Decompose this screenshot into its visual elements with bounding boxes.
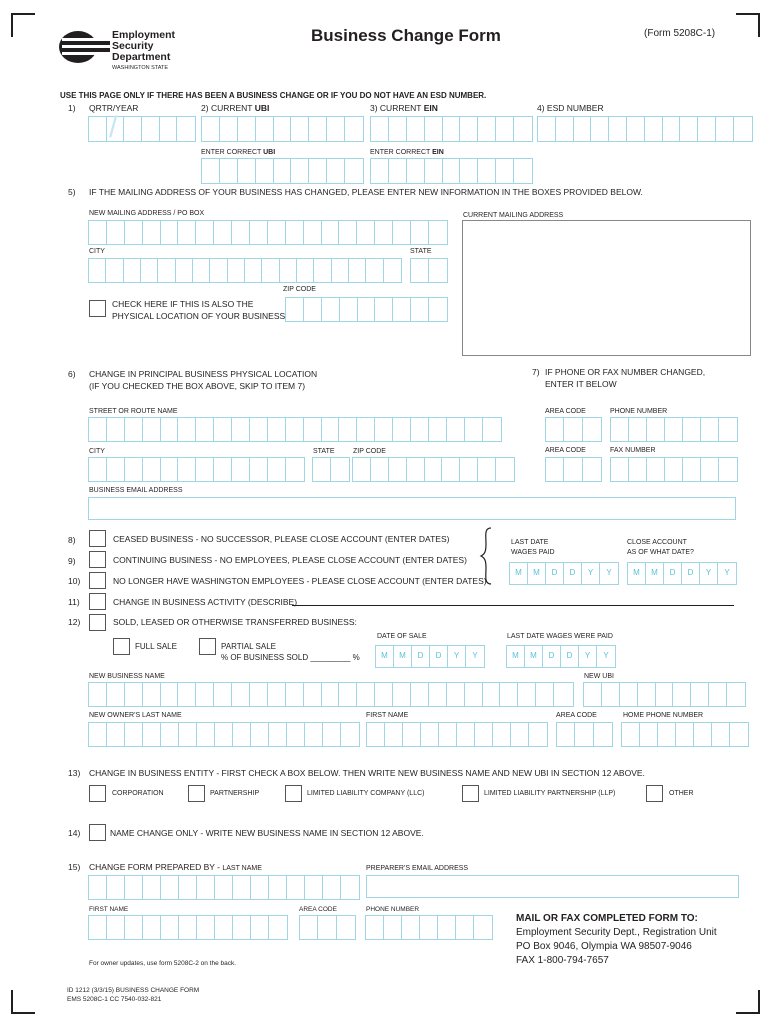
item5-number: 5) [68, 187, 76, 197]
preparer-area-code-label: AREA CODE [299, 906, 337, 913]
partnership-checkbox[interactable] [188, 785, 205, 802]
corner-mark-top-right [736, 13, 760, 37]
same-physical-label-1: CHECK HERE IF THIS IS ALSO THE [112, 299, 254, 309]
last-wages-paid-label: LAST DATE WAGES WERE PAID [507, 633, 613, 640]
business-email-input[interactable] [88, 497, 736, 520]
physical-zip-input[interactable] [352, 457, 515, 482]
fax-area-code-label: AREA CODE [545, 447, 586, 454]
preparer-email-label: PREPARER'S EMAIL ADDRESS [366, 865, 469, 872]
no-wa-employees-checkbox[interactable] [89, 572, 106, 589]
month-placeholder: M [510, 563, 528, 584]
item6-line1: CHANGE IN PRINCIPAL BUSINESS PHYSICAL LOCATION [89, 369, 318, 379]
llp-label: LIMITED LIABILITY PARTNERSHIP (LLP) [484, 790, 616, 797]
full-sale-checkbox[interactable] [113, 638, 130, 655]
item14-text: NAME CHANGE ONLY - WRITE NEW BUSINESS NAME IN SECTION 12 ABOVE. [110, 828, 424, 838]
name-change-checkbox[interactable] [89, 824, 106, 841]
corner-mark-bottom-right [736, 990, 760, 1014]
instruction-text: USE THIS PAGE ONLY IF THERE HAS BEEN A BUSINESS CHANGE OR IF YOU DO NOT HAVE AN ESD NUMBER. [60, 91, 487, 100]
other-entity-checkbox[interactable] [646, 785, 663, 802]
same-physical-checkbox[interactable] [89, 300, 106, 317]
item8-number: 8) [68, 535, 76, 545]
activity-description-line[interactable] [292, 605, 734, 606]
date-of-sale-input[interactable] [375, 645, 485, 668]
new-owner-first-name-label: FIRST NAME [366, 712, 409, 719]
owner-home-phone-input[interactable] [621, 722, 749, 747]
month-placeholder: M [525, 646, 543, 667]
item11-text: CHANGE IN BUSINESS ACTIVITY (DESCRIBE) [113, 597, 298, 607]
day-placeholder: D [543, 646, 561, 667]
month-placeholder: M [507, 646, 525, 667]
footer-ems-line: EMS 5208C-1 CC 7540-032-821 [67, 996, 162, 1003]
year-placeholder: Y [603, 651, 609, 660]
item9-number: 9) [68, 556, 76, 566]
preparer-first-name-label: FIRST NAME [89, 906, 129, 913]
year-placeholder: Y [606, 568, 612, 577]
day-placeholder: D [564, 563, 582, 584]
item1-number: 1) [68, 103, 76, 113]
corner-mark-top-left [11, 13, 35, 37]
day-placeholder: D [430, 646, 448, 667]
partial-sale-label: PARTIAL SALE [221, 642, 276, 651]
new-business-name-label: NEW BUSINESS NAME [89, 673, 165, 680]
item12-number: 12) [68, 617, 81, 627]
item2-label: 2) CURRENT UBI [201, 103, 270, 113]
mailing-city-label: CITY [89, 248, 105, 255]
item7-number: 7) [532, 367, 540, 377]
day-placeholder: D [412, 646, 430, 667]
new-mailing-address-input[interactable] [88, 220, 448, 245]
other-entity-label: OTHER [669, 790, 694, 797]
year-placeholder: Y [582, 563, 600, 584]
agency-name-line1: Employment [112, 29, 176, 41]
fax-area-code-input[interactable] [545, 457, 602, 482]
item15-text: CHANGE FORM PREPARED BY - LAST NAME [89, 862, 262, 872]
mailing-state-label: STATE [410, 248, 432, 255]
item11-number: 11) [68, 597, 80, 607]
llc-checkbox[interactable] [285, 785, 302, 802]
year-placeholder: Y [579, 646, 597, 667]
new-ubi-input[interactable] [583, 682, 746, 707]
correct-ubi-label: ENTER CORRECT UBI [201, 149, 276, 156]
year-placeholder: Y [724, 568, 730, 577]
phone-area-code-input[interactable] [545, 417, 602, 442]
year-placeholder: Y [700, 563, 718, 584]
mail-heading: MAIL OR FAX COMPLETED FORM TO: [516, 913, 698, 924]
correct-ein-input[interactable] [370, 158, 533, 184]
corporation-label: CORPORATION [112, 790, 164, 797]
correct-ubi-input[interactable] [201, 158, 364, 184]
esd-number-input[interactable] [537, 116, 753, 142]
physical-city-input[interactable] [88, 457, 305, 482]
owner-area-code-label: AREA CODE [556, 712, 597, 719]
qtr-year-slash: / [109, 111, 118, 144]
preparer-area-code-input[interactable] [299, 915, 356, 940]
new-mailing-label: NEW MAILING ADDRESS / PO BOX [89, 210, 205, 217]
item12-text: SOLD, LEASED OR OTHERWISE TRANSFERRED BUSINESS: [113, 617, 357, 627]
corporation-checkbox[interactable] [89, 785, 106, 802]
street-input[interactable] [88, 417, 502, 442]
mailing-zip-label: ZIP CODE [283, 286, 316, 293]
item13-text: CHANGE IN BUSINESS ENTITY - FIRST CHECK A BOX BELOW. THEN WRITE NEW BUSINESS NAME AND NEW UBI IN SECTION 12 ABOVE. [89, 768, 645, 778]
change-activity-checkbox[interactable] [89, 593, 106, 610]
physical-state-input[interactable] [312, 457, 350, 482]
item6-line2: (IF YOU CHECKED THE BOX ABOVE, SKIP TO ITEM 7) [89, 381, 306, 391]
partial-sale-checkbox[interactable] [199, 638, 216, 655]
same-physical-label-2: PHYSICAL LOCATION OF YOUR BUSINESS [112, 311, 286, 321]
sold-leased-checkbox[interactable] [89, 614, 106, 631]
new-business-name-input[interactable] [88, 682, 574, 707]
agency-name-line3: Department [112, 51, 171, 63]
mailing-city-input[interactable] [88, 258, 402, 283]
full-sale-label: FULL SALE [135, 642, 177, 651]
item10-text: NO LONGER HAVE WASHINGTON EMPLOYEES - PLEASE CLOSE ACCOUNT (ENTER DATES) [113, 576, 487, 586]
new-owner-last-name-label: NEW OWNER'S LAST NAME [89, 712, 182, 719]
preparer-phone-input[interactable] [365, 915, 493, 940]
fax-number-label: FAX NUMBER [610, 447, 656, 454]
current-ubi-input[interactable] [201, 116, 364, 142]
preparer-first-name-input[interactable] [88, 915, 288, 940]
phone-number-input[interactable] [610, 417, 738, 442]
mail-address-line2: PO Box 9046, Olympia WA 98507-9046 [516, 941, 692, 952]
owner-area-code-input[interactable] [556, 722, 613, 747]
item8-text: CEASED BUSINESS - NO SUCCESSOR, PLEASE CLOSE ACCOUNT (ENTER DATES) [113, 534, 450, 544]
close-account-label-1: CLOSE ACCOUNT [627, 539, 687, 546]
item6-number: 6) [68, 369, 76, 379]
owner-home-phone-label: HOME PHONE NUMBER [623, 712, 704, 719]
month-placeholder: M [376, 646, 394, 667]
item3-label: 3) CURRENT EIN [370, 103, 438, 113]
month-placeholder: M [628, 563, 646, 584]
new-owner-last-name-input[interactable] [88, 722, 360, 747]
current-mailing-address-box [462, 220, 751, 356]
physical-zip-label: ZIP CODE [353, 448, 386, 455]
current-ein-input[interactable] [370, 116, 533, 142]
month-placeholder: M [394, 646, 412, 667]
item15-number: 15) [68, 862, 81, 872]
item7-line2: ENTER IT BELOW [545, 379, 617, 389]
day-placeholder: D [546, 563, 564, 584]
last-date-wages-label-1: LAST DATE [511, 539, 549, 546]
last-wages-date-input[interactable] [509, 562, 619, 585]
physical-city-label: CITY [89, 448, 105, 455]
business-email-label: BUSINESS EMAIL ADDRESS [89, 487, 183, 494]
date-of-sale-label: DATE OF SALE [377, 633, 427, 640]
phone-area-code-label: AREA CODE [545, 408, 586, 415]
mail-address-line1: Employment Security Dept., Registration Unit [516, 927, 717, 938]
preparer-last-name-input[interactable] [88, 875, 360, 900]
current-mailing-label: CURRENT MAILING ADDRESS [463, 212, 564, 219]
continuing-business-checkbox[interactable] [89, 551, 106, 568]
partnership-label: PARTNERSHIP [210, 790, 260, 797]
fax-number-input[interactable] [610, 457, 738, 482]
item9-text: CONTINUING BUSINESS - NO EMPLOYEES, PLEASE CLOSE ACCOUNT (ENTER DATES) [113, 555, 467, 565]
year-placeholder: Y [472, 651, 478, 660]
close-account-date-input[interactable] [627, 562, 737, 585]
new-owner-first-name-input[interactable] [366, 722, 548, 747]
item14-number: 14) [68, 828, 81, 838]
item1-label: QRTR/YEAR [89, 103, 139, 113]
ceased-business-checkbox[interactable] [89, 530, 106, 547]
qtr-year-input[interactable] [88, 116, 196, 142]
new-ubi-label: NEW UBI [584, 673, 614, 680]
item10-number: 10) [68, 576, 81, 586]
street-label: STREET OR ROUTE NAME [89, 408, 178, 415]
close-account-label-2: AS OF WHAT DATE? [627, 549, 694, 556]
physical-state-label: STATE [313, 448, 335, 455]
page-title: Business Change Form [311, 26, 501, 45]
llc-label: LIMITED LIABILITY COMPANY (LLC) [307, 790, 425, 797]
agency-state: WASHINGTON STATE [112, 65, 169, 71]
year-placeholder: Y [448, 646, 466, 667]
last-date-wages-label-2: WAGES PAID [511, 549, 555, 556]
correct-ein-label: ENTER CORRECT EIN [370, 149, 444, 156]
month-placeholder: M [646, 563, 664, 584]
preparer-phone-label: PHONE NUMBER [366, 906, 420, 913]
day-placeholder: D [664, 563, 682, 584]
item7-line1: IF PHONE OR FAX NUMBER CHANGED, [545, 367, 706, 377]
mailing-zip-input[interactable] [285, 297, 448, 322]
item5-text: IF THE MAILING ADDRESS OF YOUR BUSINESS HAS CHANGED, PLEASE ENTER NEW INFORMATION IN THE BOXES PROVIDED BELOW. [89, 187, 643, 197]
phone-number-label: PHONE NUMBER [610, 408, 668, 415]
llp-checkbox[interactable] [462, 785, 479, 802]
mail-fax-line: FAX 1-800-794-7657 [516, 955, 609, 966]
day-placeholder: D [561, 646, 579, 667]
corner-mark-bottom-left [11, 990, 35, 1014]
brace-icon [479, 526, 495, 586]
month-placeholder: M [528, 563, 546, 584]
esd-logo-icon [58, 30, 110, 64]
preparer-email-input[interactable] [366, 875, 739, 898]
owner-updates-note: For owner updates, use form 5208C-2 on the back. [89, 960, 237, 967]
mailing-state-input[interactable] [410, 258, 448, 283]
form-number: (Form 5208C-1) [644, 28, 716, 39]
item13-number: 13) [68, 768, 81, 778]
last-wages-paid-input[interactable] [506, 645, 616, 668]
agency-name-line2: Security [112, 40, 154, 52]
percent-sold-label: % OF BUSINESS SOLD _________ % [221, 653, 360, 662]
day-placeholder: D [682, 563, 700, 584]
footer-id-line: ID 1212 (3/3/15) BUSINESS CHANGE FORM [67, 987, 200, 994]
item4-label: 4) ESD NUMBER [537, 103, 604, 113]
